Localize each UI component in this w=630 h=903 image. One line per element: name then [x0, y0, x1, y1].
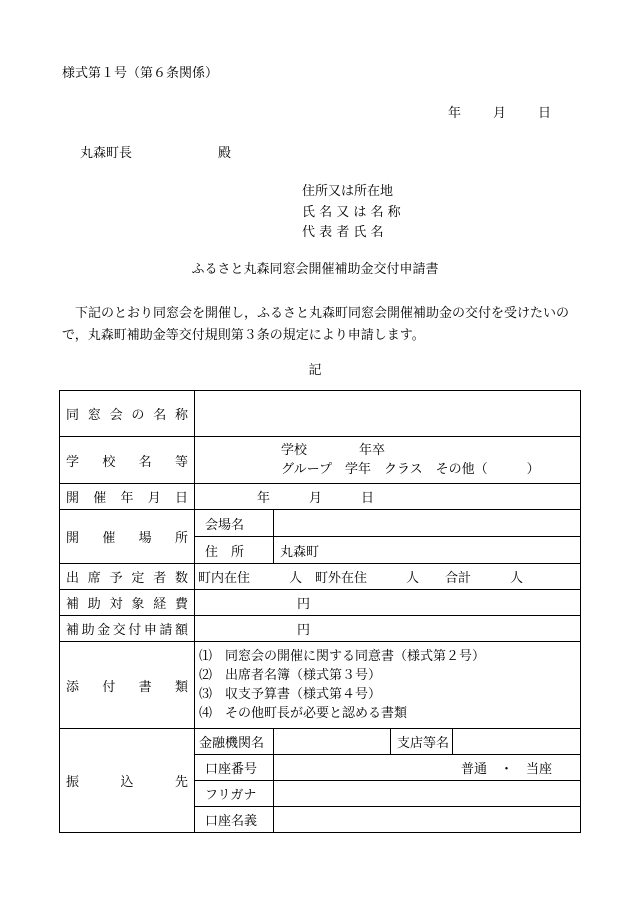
form-number: 様式第１号（第６条関係）: [62, 66, 219, 81]
row-date: [60, 484, 581, 510]
venue-address-field[interactable]: 丸森町: [274, 537, 581, 564]
school-line-2: グループ 学年 クラス その他（ ）: [281, 462, 540, 477]
account-type[interactable]: 普通 ・ 当座: [274, 755, 581, 781]
application-table: [59, 390, 581, 833]
row-alumni-name: [60, 391, 581, 437]
row-attachments: [60, 642, 581, 729]
account-name-label: 口座名義: [195, 807, 274, 833]
venue-label: 開催場所: [60, 510, 195, 564]
transfer-label: 振込先: [60, 729, 195, 833]
attachments-label: 添付書類: [60, 642, 195, 729]
bank-name-field[interactable]: [274, 729, 391, 755]
row-venue-name: [60, 510, 581, 537]
row-school: [60, 437, 581, 484]
row-attendees: [60, 564, 581, 590]
attachment-item: ⑷ その他町長が必要と認める書類: [199, 706, 408, 721]
date-line: [448, 107, 551, 120]
attendees-label: 出席予定者数: [60, 564, 195, 590]
attachment-item: ⑵ 出席者名簿（様式第３号）: [199, 668, 382, 683]
attendees-value[interactable]: 町内在住 人 町外在住 人 合計 人: [195, 564, 581, 590]
cost-value[interactable]: 円: [195, 590, 581, 616]
row-cost: [60, 590, 581, 616]
school-line-1: 学校 年卒: [281, 443, 386, 458]
request-value[interactable]: 円: [195, 616, 581, 642]
month-label: 月: [493, 106, 507, 121]
school-label: 学校名等: [60, 437, 195, 484]
body-text: 下記のとおり同窓会を開催し，ふるさと丸森町同窓会開催補助金の交付を受けたいので，丸森町補助金等交付規則第３条の規定により申請します。: [62, 306, 570, 343]
branch-field[interactable]: [453, 729, 581, 755]
venue-address-label: 住 所: [195, 537, 274, 564]
alumni-name-label: 同窓会の名称: [60, 391, 195, 437]
account-number-label: 口座番号: [195, 755, 274, 781]
furigana-label: フリガナ: [195, 781, 274, 807]
honorific: 殿: [218, 146, 232, 161]
attachment-item: ⑶ 収支予算書（様式第４号）: [199, 687, 382, 702]
attachment-item: ⑴ 同窓会の開催に関する同意書（様式第２号）: [199, 649, 486, 664]
applicant-representative-label: 代 表 者 氏 名: [302, 225, 384, 240]
document-title: ふるさと丸森同窓会開催補助金交付申請書: [191, 262, 439, 277]
year-label: 年: [448, 106, 462, 121]
venue-name-label: 会場名: [195, 510, 274, 537]
furigana-field[interactable]: [274, 781, 581, 807]
row-bank: [60, 729, 581, 755]
date-label: 開催年月日: [60, 484, 195, 510]
branch-label: 支店等名: [391, 729, 453, 755]
applicant-name-label: 氏 名 又 は 名 称: [302, 205, 401, 220]
cost-label: 補助対象経費: [60, 590, 195, 616]
addressee: 丸森町長: [80, 146, 133, 161]
applicant-address-label: 住所又は所在地: [302, 184, 394, 199]
attachments-list: [195, 642, 581, 729]
day-label: 日: [538, 106, 552, 121]
bank-name-label: 金融機関名: [195, 729, 274, 755]
request-label: 補助金交付申請額: [60, 616, 195, 642]
ki-heading: 記: [308, 363, 322, 378]
alumni-name-field[interactable]: [195, 391, 581, 437]
account-name-field[interactable]: [274, 807, 581, 833]
date-value[interactable]: 年 月 日: [195, 484, 581, 510]
school-field[interactable]: [195, 437, 581, 484]
row-request: [60, 616, 581, 642]
venue-name-field[interactable]: [274, 510, 581, 537]
